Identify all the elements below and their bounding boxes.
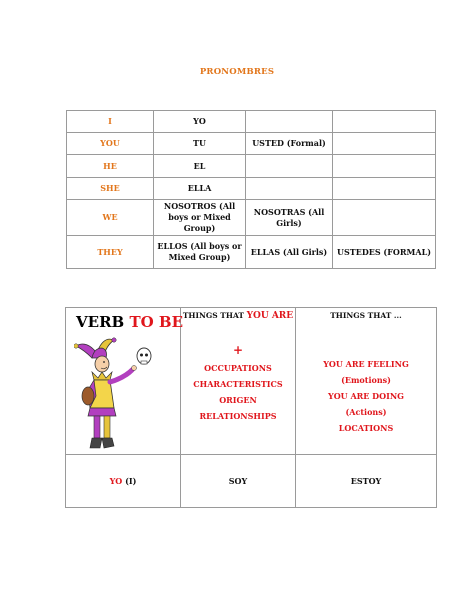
table-row xyxy=(67,236,436,269)
english-pronoun: THEY xyxy=(67,236,154,269)
table-row xyxy=(66,308,437,455)
things-you-are-heading xyxy=(181,311,295,321)
list-item: (Actions) xyxy=(345,407,387,417)
page-title: PRONOMBRES xyxy=(199,67,275,77)
verb-title xyxy=(76,313,183,331)
spanish-pronoun-alt: ELLAS (All Girls) xyxy=(246,236,333,269)
spanish-pronoun-formal xyxy=(333,111,436,133)
list-item: OCCUPATIONS xyxy=(204,363,272,373)
list-item: LOCATIONS xyxy=(338,423,394,433)
spanish-pronoun: YO xyxy=(154,111,246,133)
spanish-pronoun-formal xyxy=(333,155,436,178)
verb-to-be-table xyxy=(65,307,437,508)
yo-red: YO xyxy=(109,476,123,486)
spanish-pronoun-alt: NOSOTRAS (All Girls) xyxy=(246,200,333,236)
table-row xyxy=(67,111,436,133)
spanish-pronoun: NOSOTROS (All boys or Mixed Group) xyxy=(154,200,246,236)
yo-black: (I) xyxy=(122,476,137,486)
spanish-pronoun-formal: USTEDES (FORMAL) xyxy=(333,236,436,269)
spanish-pronoun-alt xyxy=(246,155,333,178)
english-pronoun: HE xyxy=(67,155,154,178)
verb-title-red: TO BE xyxy=(129,313,183,331)
english-pronoun: SHE xyxy=(67,178,154,200)
spanish-pronoun: TU xyxy=(154,133,246,155)
things-feeling-heading: THINGS THAT ... xyxy=(330,311,402,320)
list-item: (Emotions) xyxy=(341,375,391,385)
estoy-cell: ESTOY xyxy=(296,455,437,508)
list-item: CHARACTERISTICS xyxy=(193,379,283,389)
spanish-pronoun: EL xyxy=(154,155,246,178)
heading-black: THINGS THAT xyxy=(182,311,247,320)
things-you-are-cell xyxy=(181,308,296,455)
spanish-pronoun-alt xyxy=(246,111,333,133)
spanish-pronoun: ELLA xyxy=(154,178,246,200)
english-pronoun: WE xyxy=(67,200,154,236)
table-row xyxy=(66,455,437,508)
soy-cell: SOY xyxy=(181,455,296,508)
list-item: YOU ARE DOING xyxy=(328,391,404,401)
things-feeling-list xyxy=(296,356,436,436)
things-you-are-list xyxy=(181,360,295,424)
table-row xyxy=(67,178,436,200)
yo-cell xyxy=(66,455,181,508)
things-feeling-cell xyxy=(296,308,437,455)
spanish-pronoun-formal xyxy=(333,133,436,155)
list-item: YOU ARE FEELING xyxy=(323,359,409,369)
spanish-pronoun-alt xyxy=(246,178,333,200)
verb-title-black: VERB xyxy=(76,313,130,331)
table-row xyxy=(67,200,436,236)
list-item: RELATIONSHIPS xyxy=(199,411,277,421)
spanish-pronoun-formal xyxy=(333,200,436,236)
list-item: ORIGEN xyxy=(219,395,257,405)
heading-red: YOU ARE xyxy=(246,311,294,321)
pronouns-table xyxy=(66,110,436,269)
english-pronoun: YOU xyxy=(67,133,154,155)
spanish-pronoun-alt: USTED (Formal) xyxy=(246,133,333,155)
english-pronoun: I xyxy=(67,111,154,133)
verb-title-cell xyxy=(66,308,181,455)
plus-sign: + xyxy=(232,343,244,357)
table-row xyxy=(67,133,436,155)
spanish-pronoun: ELLOS (All boys or Mixed Group) xyxy=(154,236,246,269)
jester-illustration xyxy=(74,336,174,452)
table-row xyxy=(67,155,436,178)
spanish-pronoun-formal xyxy=(333,178,436,200)
